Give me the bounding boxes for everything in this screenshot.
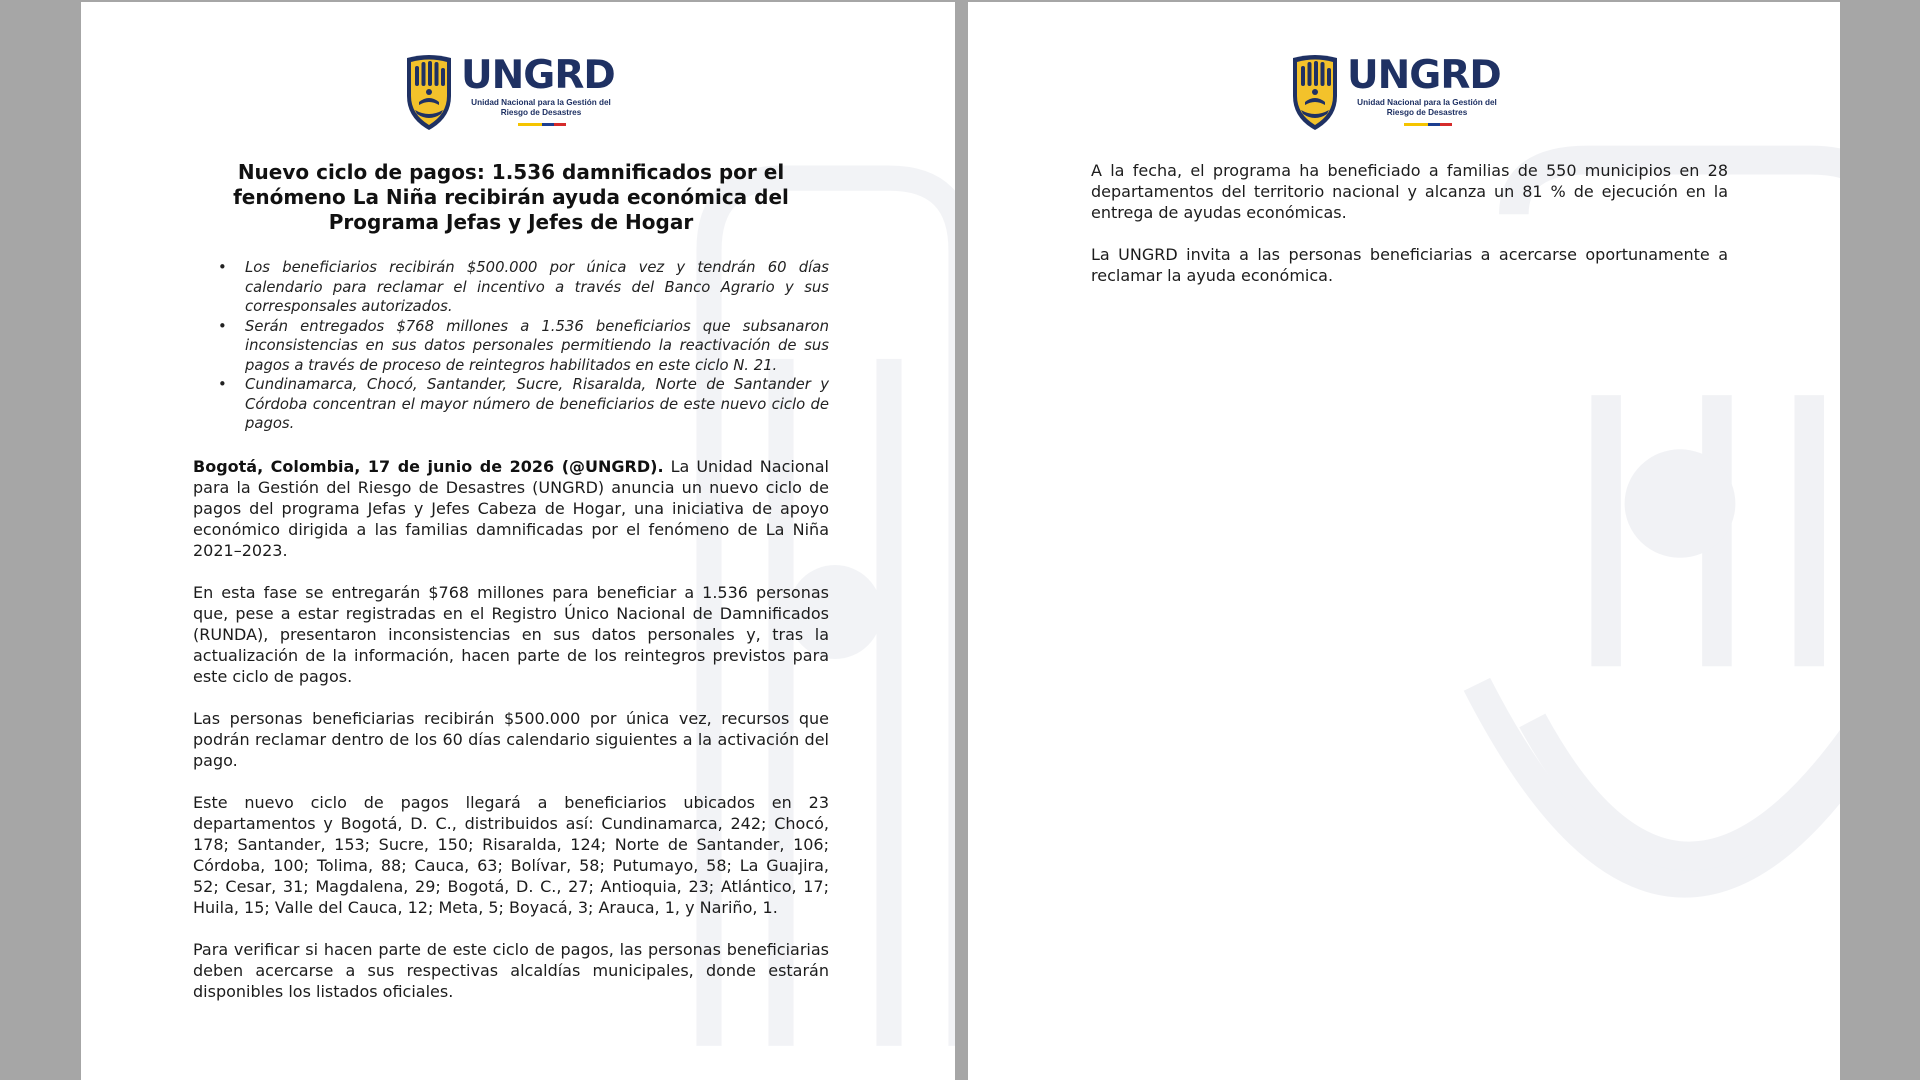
bullet-item: • Los beneficiarios recibirán $500.000 por única vez y tendrán 60 días calendario para reclamar el incentivo a través del Banco Agrario y sus corresponsales autorizados. (245, 258, 829, 317)
page-1-content (193, 160, 829, 1023)
body-paragraph: A la fecha, el programa ha beneficiado a familias de 550 municipios en 28 departamentos del territorio nacional y alcanza un 81 % de ejecución en la entrega de ayudas económicas. (1091, 161, 1728, 222)
body-paragraph: Este nuevo ciclo de pagos llegará a beneficiarios ubicados en 23 departamentos y Bogotá, D. C., distribuidos así: Cundinamarca, 242; Chocó, 178; Santander, 153; Sucre, 150; Risaralda, 124; Norte de Santander, 106; Córdoba, 100; Tolima, 88; Cauca, 63; Bolívar, 58; Putumayo, 58; La Guajira, 52; Cesar, 31; Magdalena, 29; Bogotá, D. C., 27; Antioquia, 23; Atlántico, 17; Huila, 15; Valle del Cauca, 12; Meta, 5; Boyacá, 3; Arauca, 1, y Nariño, 1. (193, 792, 829, 917)
dateline: Bogotá, Colombia, 17 de junio de 2026 (@UNGRD). (193, 456, 664, 476)
ungrd-shield-icon (403, 52, 455, 132)
ungrd-logo (1289, 52, 1509, 138)
colombia-flag-stripe (1404, 123, 1452, 126)
body-paragraph: Las personas beneficiarias recibirán $500.000 por única vez, recursos que podrán reclamar dentro de los 60 días calendario siguientes a la activación del pago. (193, 708, 829, 770)
colombia-flag-stripe (518, 123, 566, 126)
body-paragraph: En esta fase se entregarán $768 millones para beneficiar a 1.536 personas que, pese a estar registradas en el Registro Único Nacional de Damnificados (RUNDA), presentaron inconsistencias en sus datos personales y, tras la actualización de la información, hacen parte de los reintegros previstos para este ciclo de pagos. (193, 582, 829, 686)
bullet-item: • Cundinamarca, Chocó, Santander, Sucre, Risaralda, Norte de Santander y Córdoba concentran el mayor número de beneficiarios de este nuevo ciclo de pagos. (245, 375, 829, 434)
bullet-item: • Serán entregados $768 millones a 1.536 beneficiarios que subsanaron inconsistencias en sus datos personales permitiendo la reactivación de sus pagos a través de proceso de reintegros habilitados en este ciclo N. 21. (245, 317, 829, 376)
ungrd-shield-icon (1289, 52, 1341, 132)
document-page-2 (968, 2, 1840, 1080)
body-paragraph: La UNGRD invita a las personas beneficiarias a acercarse oportunamente a reclamar la ayuda económica. (1091, 245, 1728, 285)
logo-wordmark: UNGRD (1347, 53, 1501, 98)
summary-bullets (193, 258, 829, 434)
intro-paragraph (193, 456, 829, 561)
logo-wordmark: UNGRD (461, 53, 615, 98)
logo-tagline: Unidad Nacional para la Gestión del Riesgo de Desastres (471, 98, 611, 117)
intro-text: La Unidad Nacional para la Gestión del Riesgo de Desastres (UNGRD) anuncia un nuevo ciclo de pagos del programa Jefas y Jefes Cabeza de Hogar, una iniciativa de apoyo económico dirigida a las familias damnificadas por el fenómeno de La Niña 2021–2023. (193, 456, 829, 560)
body-paragraph: Para verificar si hacen parte de este ciclo de pagos, las personas beneficiarias deben acercarse a sus respectivas alcaldías municipales, donde estarán disponibles los listados oficiales. (193, 939, 829, 1001)
page-2-content (1091, 160, 1728, 307)
ungrd-logo (403, 52, 623, 138)
document-page-1 (81, 2, 955, 1080)
press-release-headline: Nuevo ciclo de pagos: 1.536 damnificados por el fenómeno La Niña recibirán ayuda económica del Programa Jefas y Jefes de Hogar (233, 160, 789, 234)
logo-tagline: Unidad Nacional para la Gestión del Riesgo de Desastres (1357, 98, 1497, 117)
